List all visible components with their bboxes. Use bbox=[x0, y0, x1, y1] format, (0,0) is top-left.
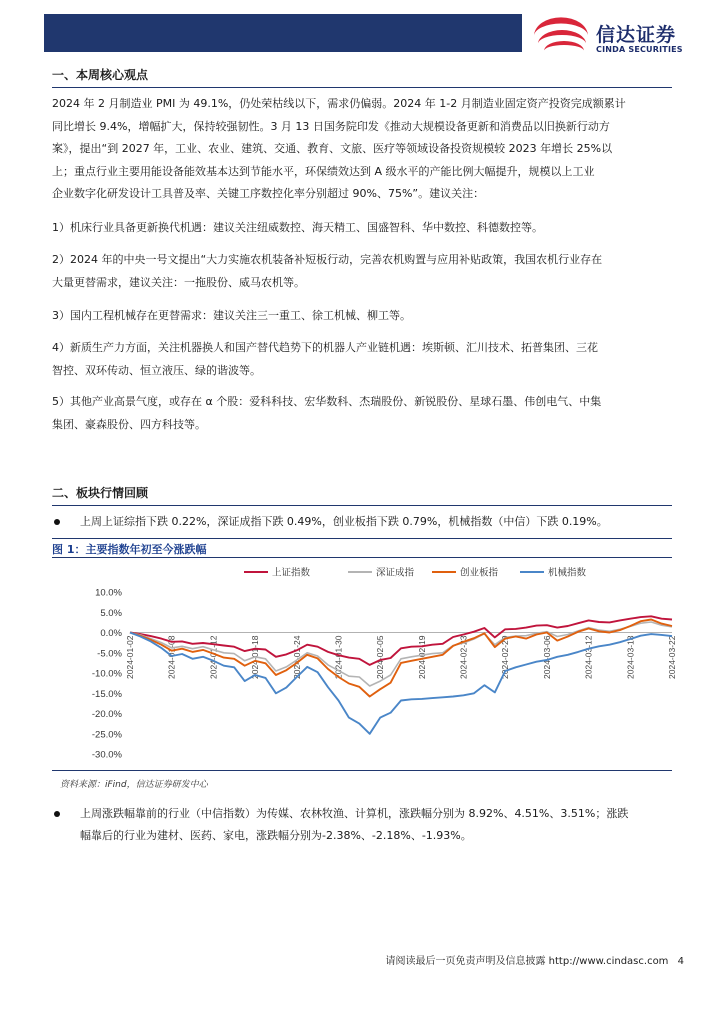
x-tick-label: 2024-01-08 bbox=[166, 635, 177, 679]
y-tick-label: 0.0% bbox=[100, 628, 122, 639]
para-line: 企业数字化研发设计工具普及率、关键工序数控化率分别超过 90%、75%”。建议关注： bbox=[52, 187, 485, 200]
bullet-text: 幅靠后的行业为建材、医药、家电，涨跌幅分别为-2.38%、-2.18%、-1.93%。 bbox=[80, 829, 472, 842]
brand-name-en: CINDA SECURITIES bbox=[596, 45, 683, 54]
chart-svg bbox=[52, 558, 677, 768]
bullet-dot-icon bbox=[54, 811, 60, 817]
x-tick-label: 2024-02-29 bbox=[500, 635, 511, 679]
para-line: 上；重点行业主要用能设备能效基本达到节能水平，环保绩效达到 A 级水平的产能比例大幅提升，规模以上工业 bbox=[52, 164, 595, 178]
section-1-rule bbox=[52, 87, 672, 88]
y-tick-label: -5.0% bbox=[97, 648, 122, 660]
para-line: 2024 年 2 月制造业 PMI 为 49.1%，仍处荣枯线以下，需求仍偏弱。2024 年 1-2 月制造业固定资产投资完成额累计 bbox=[52, 97, 626, 110]
x-tick-label: 2024-01-02 bbox=[125, 635, 135, 679]
y-tick-label: -30.0% bbox=[91, 749, 122, 761]
x-tick-label: 2024-02-05 bbox=[375, 635, 386, 679]
x-tick-label: 2024-01-18 bbox=[250, 635, 261, 679]
figure-bottom-rule bbox=[52, 770, 672, 771]
para-line: 大量更替需求，建议关注：一拖股份、威马农机等。 bbox=[52, 275, 305, 289]
page-number: 4 bbox=[677, 956, 684, 967]
y-tick-label: 5.0% bbox=[100, 607, 122, 619]
x-tick-label: 2024-02-19 bbox=[416, 635, 427, 679]
point-agri-machinery bbox=[52, 249, 684, 294]
bullet-index-summary bbox=[52, 511, 684, 533]
y-tick-label: -10.0% bbox=[91, 668, 122, 680]
para-line: 5）其他产业高景气度，或存在 α 个股：爱科科技、宏华数科、杰瑞股份、新锐股份、星球石墨、伟创电气、中集 bbox=[52, 395, 602, 408]
brand-name-cn: 信达证券 bbox=[596, 24, 677, 46]
x-tick-label: 2024-01-30 bbox=[333, 635, 344, 679]
point-robotics bbox=[52, 337, 684, 382]
point-machine-tools bbox=[52, 217, 684, 240]
legend-label: 创业板指 bbox=[460, 567, 499, 579]
x-tick-label: 2024-02-23 bbox=[458, 635, 469, 679]
bullet-text: 上周涨跌幅靠前的行业（中信指数）为传媒、农林牧渔、计算机，涨跌幅分别为 8.92%、4.51%、3.51%；涨跌 bbox=[80, 807, 629, 820]
cinda-logo-icon bbox=[530, 14, 592, 58]
section-1-paragraph bbox=[52, 93, 684, 206]
index-performance-chart bbox=[52, 558, 677, 768]
point-construction-machinery bbox=[52, 305, 684, 328]
y-tick-label: -15.0% bbox=[91, 688, 122, 700]
section-1-title: 一、本周核心观点 bbox=[52, 68, 149, 82]
footer-disclaimer: 请阅读最后一页免责声明及信息披露 http://www.cindasc.com bbox=[385, 956, 669, 967]
para-line: 1）机床行业具备更新换代机遇：建议关注纽威数控、海天精工、国盛智科、华中数控、科德数控等。 bbox=[52, 221, 543, 234]
point-alpha-stocks bbox=[52, 391, 684, 436]
y-tick-label: -20.0% bbox=[91, 709, 122, 720]
legend-label: 机械指数 bbox=[548, 567, 587, 579]
para-line: 4）新质生产力方面，关注机器换人和国产替代趋势下的机器人产业链机遇：埃斯顿、汇川技术、拓普集团、三花 bbox=[52, 341, 598, 354]
header-bar bbox=[44, 14, 522, 52]
x-tick-label: 2024-03-12 bbox=[583, 635, 594, 679]
x-tick-label: 2024-03-18 bbox=[625, 635, 636, 679]
legend-label: 深证成指 bbox=[376, 567, 415, 579]
figure-title: 图 1：主要指数年初至今涨跌幅 bbox=[52, 543, 207, 556]
cinda-logo bbox=[530, 14, 710, 58]
para-line: 2）2024 年的中央一号文提出“大力实施农机装备补短板行动，完善农机购置与应用补贴政策，我国农机行业存在 bbox=[52, 253, 603, 266]
chart-source: 资料来源：iFind，信达证券研发中心 bbox=[60, 780, 208, 790]
figure-top-rule bbox=[52, 538, 672, 539]
para-line: 智控、双环传动、恒立液压、绿的谐波等。 bbox=[52, 363, 261, 377]
bullet-industry-summary bbox=[52, 803, 684, 847]
page-footer bbox=[385, 952, 684, 967]
y-tick-label: 10.0% bbox=[95, 587, 122, 599]
x-tick-label: 2024-01-12 bbox=[208, 635, 219, 679]
x-tick-label: 2024-01-24 bbox=[291, 635, 302, 679]
x-tick-label: 2024-03-06 bbox=[541, 635, 552, 679]
legend-label: 上证指数 bbox=[272, 567, 311, 579]
section-2-title: 二、板块行情回顾 bbox=[52, 486, 149, 500]
para-line: 同比增长 9.4%，增幅扩大，保持较强韧性。3 月 13 日国务院印发《推动大规模设备更新和消费品以旧换新行动方 bbox=[52, 119, 610, 133]
x-tick-label: 2024-03-22 bbox=[667, 635, 677, 679]
bullet-text: 上周上证综指下跌 0.22%，深证成指下跌 0.49%，创业板指下跌 0.79%，机械指数（中信）下跌 0.19%。 bbox=[80, 515, 608, 528]
y-tick-label: -25.0% bbox=[91, 729, 122, 741]
bullet-dot-icon bbox=[54, 519, 60, 525]
para-line: 3）国内工程机械存在更替需求：建议关注三一重工、徐工机械、柳工等。 bbox=[52, 309, 411, 322]
section-2-rule bbox=[52, 505, 672, 506]
para-line: 案》，提出“到 2027 年，工业、农业、建筑、交通、教育、文旅、医疗等领域设备投资规模较 2023 年增长 25%以 bbox=[52, 142, 613, 155]
para-line: 集团、豪森股份、四方科技等。 bbox=[52, 417, 206, 431]
